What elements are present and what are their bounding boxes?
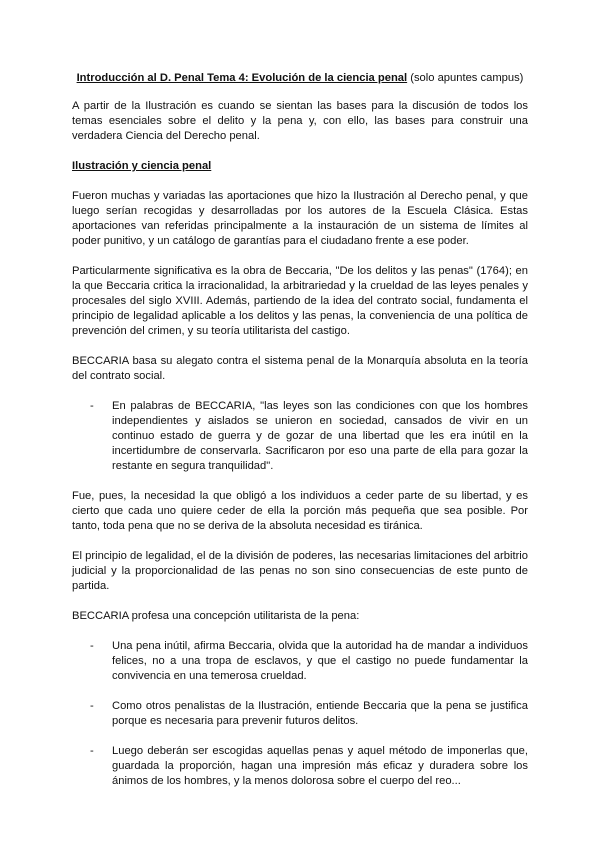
dash-bullet: - <box>90 745 94 757</box>
list-item <box>90 639 528 684</box>
paragraph-aportaciones: Fueron muchas y variadas las aportaciones que hizo la Ilustración al Derecho penal, y que luego serían recogidas y desarrolladas por los autores de la Escuela Clásica. Estas aportaciones van referidas principalmente a la instauración de un sistema de límites al poder punitivo, y un catálogo de garantías para el ciudadano frente a ese poder. <box>72 190 528 247</box>
section-heading: Ilustración y ciencia penal <box>72 160 212 172</box>
dash-bullet: - <box>90 400 94 412</box>
list-item <box>90 399 528 474</box>
list-item-text: Luego deberán ser escogidas aquellas penas y aquel método de imponerlas que, guardada la proporción, hagan una impresión más eficaz y duradera sobre los ánimos de los hombres, y la menos dolorosa sobre el cuerpo del reo... <box>112 745 528 787</box>
paragraph-necesidad: Fue, pues, la necesidad la que obligó a los individuos a ceder parte de su libertad, y es cierto que cada uno quiere ceder de ella la porción más pequeña que sea posible. Por tanto, toda pena que no se deriva de la absoluta necesidad es tiránica. <box>72 490 528 532</box>
list-item-text: En palabras de BECCARIA, "las leyes son las condiciones con que los hombres independientes y aislados se unieron en sociedad, cansados de vivir en un continuo estado de guerra y de gozar de una libertad que les era inútil en la incertidumbre de conservarla. Sacrificaron por eso una parte de ella para gozar la restante en segura tranquilidad". <box>112 400 528 472</box>
dash-bullet: - <box>90 700 94 712</box>
intro-paragraph: A partir de la Ilustración es cuando se sientan las bases para la discusión de todos los temas esenciales sobre el delito y la pena y, con ello, las bases para construir una verdadera Ciencia del Derecho penal. <box>72 100 528 142</box>
dash-bullet: - <box>90 640 94 652</box>
paragraph-contrato-social: BECCARIA basa su alegato contra el sistema penal de la Monarquía absoluta en la teoría del contrato social. <box>72 355 528 382</box>
dash-list-leyes <box>72 399 528 474</box>
paragraph-legalidad: El principio de legalidad, el de la división de poderes, las necesarias limitaciones del arbitrio judicial y la proporcionalidad de las penas no son sino consecuencias de este punto de partida. <box>72 550 528 592</box>
list-item-text: Una pena inútil, afirma Beccaria, olvida que la autoridad ha de mandar a individuos felices, no a una tropa de esclavos, y que el castigo no puede fundamentar la convivencia en una temerosa crueldad. <box>112 640 528 682</box>
document-title <box>72 71 528 86</box>
title-note: (solo apuntes campus) <box>407 72 524 84</box>
paragraph-utilitarista: BECCARIA profesa una concepción utilitarista de la pena: <box>72 610 360 622</box>
list-item <box>90 744 528 789</box>
list-item-text: Como otros penalistas de la Ilustración, entiende Beccaria que la pena se justifica porque es necesaria para prevenir futuros delitos. <box>112 700 528 727</box>
paragraph-beccaria-obra: Particularmente significativa es la obra de Beccaria, "De los delitos y las penas" (1764); en la que Beccaria critica la irracionalidad, la arbitrariedad y la crueldad de las leyes penales y procesales del siglo XVIII. Además, partiendo de la idea del contrato social, fundamenta el principio de legalidad aplicable a los delitos y las penas, la conveniencia de una política de prevención del crimen, y su teoría utilitarista del castigo. <box>72 265 528 337</box>
dash-list-pena <box>72 639 528 789</box>
title-main: Introducción al D. Penal Tema 4: Evolución de la ciencia penal <box>76 72 408 84</box>
list-item <box>90 699 528 729</box>
